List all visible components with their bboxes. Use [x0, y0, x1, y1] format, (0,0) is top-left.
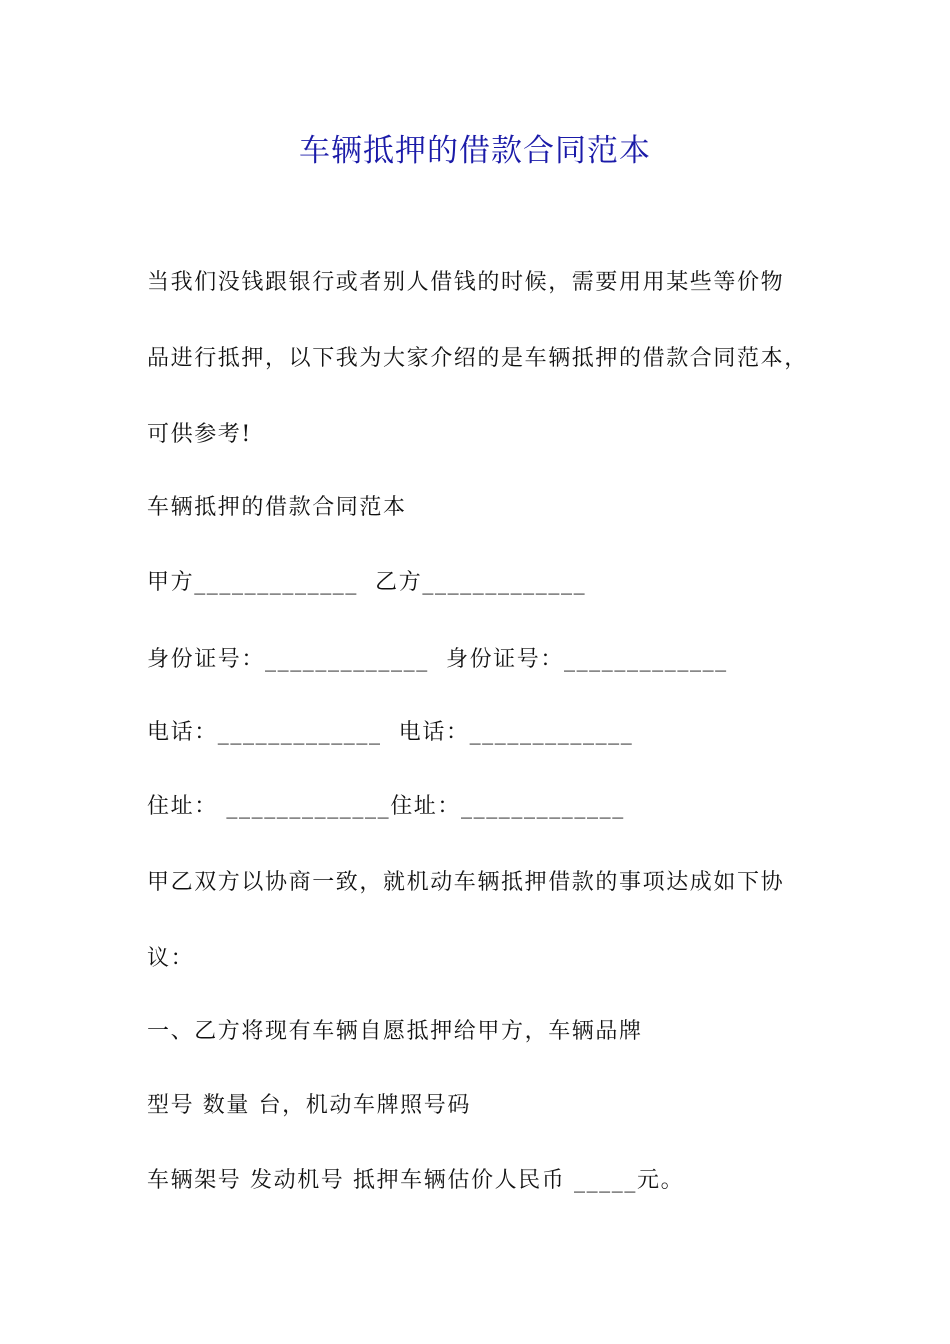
- intro-line-3: 可供参考!: [147, 422, 252, 447]
- agreement-line-1: 甲乙双方以协商一致，就机动车辆抵押借款的事项达成如下协: [147, 870, 785, 895]
- clause-1-line-2: 型号 数量 台，机动车牌照号码: [147, 1093, 471, 1118]
- phone-line: 电话：_____________ 电话：_____________: [147, 720, 634, 745]
- intro-line-1: 当我们没钱跟银行或者别人借钱的时候，需要用用某些等价物: [147, 270, 785, 295]
- id-number-line: 身份证号：_____________ 身份证号：_____________: [147, 647, 728, 672]
- intro-line-2: 品进行抵押，以下我为大家介绍的是车辆抵押的借款合同范本，: [147, 346, 808, 371]
- agreement-line-2: 议：: [147, 946, 195, 971]
- party-names-line: 甲方_____________ 乙方_____________: [147, 570, 587, 595]
- clause-1-line-3: 车辆架号 发动机号 抵押车辆估价人民币 _____元。: [147, 1168, 685, 1193]
- clause-1-line-1: 一、乙方将现有车辆自愿抵押给甲方，车辆品牌: [147, 1019, 643, 1044]
- document-title: 车辆抵押的借款合同范本: [299, 133, 651, 169]
- contract-heading: 车辆抵押的借款合同范本: [147, 495, 407, 520]
- address-line: 住址： _____________住址：_____________: [147, 794, 625, 819]
